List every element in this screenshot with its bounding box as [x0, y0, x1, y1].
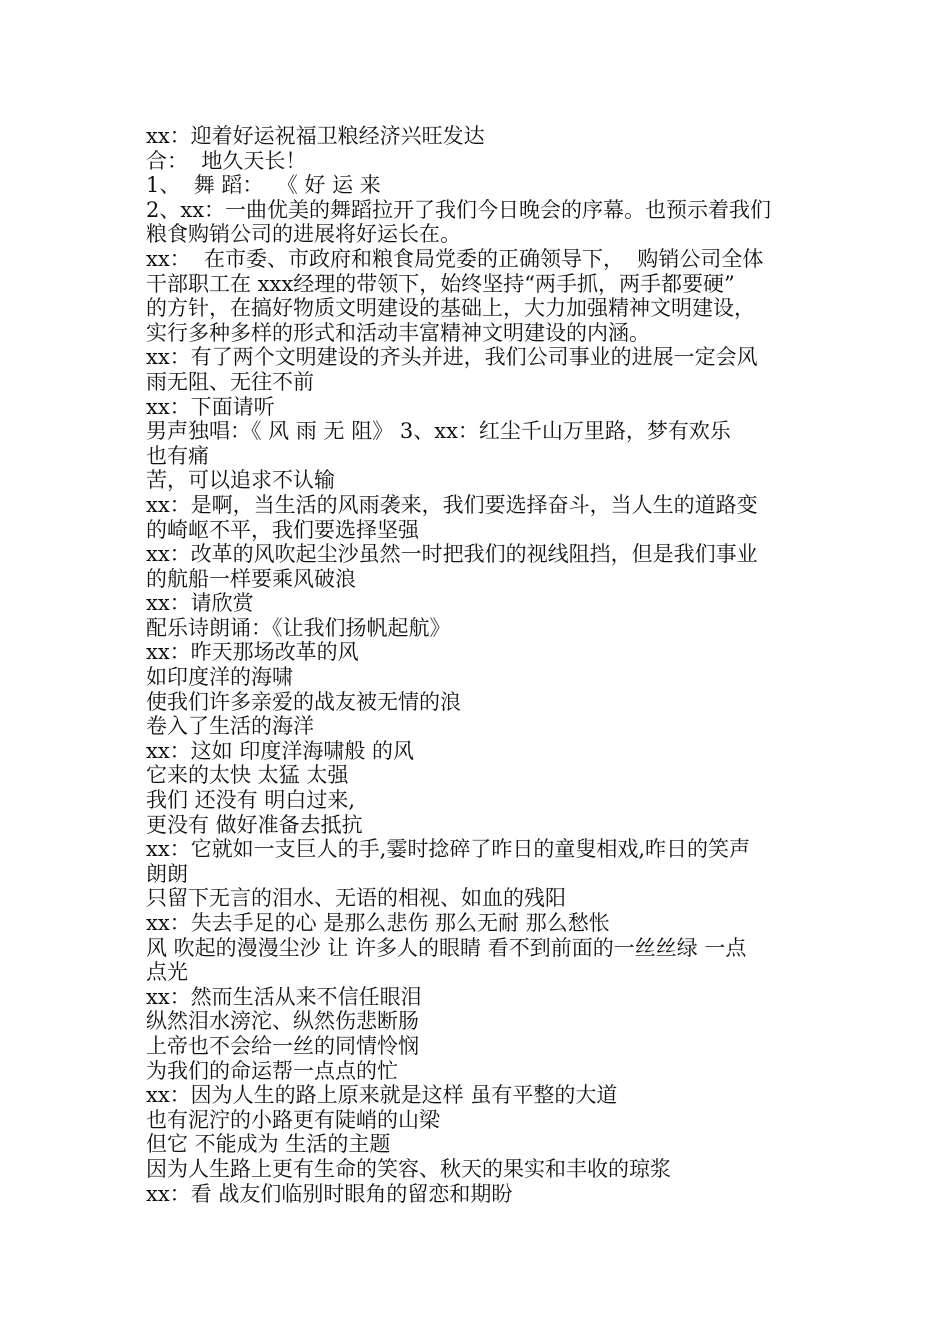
- text-line: 因为人生路上更有生命的笑容、秋天的果实和丰收的琼浆: [146, 1156, 671, 1181]
- text-line: xx：这如 印度洋海啸般 的风: [146, 738, 415, 763]
- text-line: 合： 地久天长！: [146, 148, 307, 173]
- text-line: xx：昨天那场改革的风: [146, 640, 359, 665]
- text-line: xx：改革的风吹起尘沙虽然一时把我们的视线阻挡，但是我们事业: [146, 542, 758, 567]
- text-line: 实行多种多样的形式和活动丰富精神文明建设的内涵。: [146, 320, 650, 345]
- text-line: 2、xx：一曲优美的舞蹈拉开了我们今日晚会的序幕。也预示着我们: [146, 197, 772, 222]
- text-line: xx：然而生活从来不信任眼泪: [146, 984, 422, 1009]
- text-line: 为我们的命运帮一点点的忙: [146, 1058, 398, 1083]
- text-line: 也有痛: [146, 443, 209, 468]
- text-line: 粮食购销公司的进展将好运长在。: [146, 222, 461, 247]
- text-line: 纵然泪水滂沱、纵然伤悲断肠: [146, 1009, 419, 1034]
- text-line: 使我们许多亲爱的战友被无情的浪: [146, 689, 461, 714]
- text-line: xx：它就如一支巨人的手,霎时捻碎了昨日的童叟相戏,昨日的笑声: [146, 837, 751, 862]
- text-line: xx：是啊，当生活的风雨袭来，我们要选择奋斗，当人生的道路变: [146, 492, 758, 517]
- text-line: xx：迎着好运祝福卫粮经济兴旺发达: [146, 124, 485, 148]
- text-line: 的方针，在搞好物质文明建设的基础上，大力加强精神文明建设，: [146, 296, 755, 321]
- text-line: 只留下无言的泪水、无语的相视、如血的残阳: [146, 886, 566, 911]
- text-line: 上帝也不会给一丝的同情怜悯: [146, 1033, 419, 1058]
- text-line: 也有泥泞的小路更有陡峭的山梁: [146, 1107, 440, 1132]
- text-line: xx：看 战友们临别时眼角的留恋和期盼: [146, 1181, 513, 1206]
- text-line: 卷入了生活的海洋: [146, 714, 314, 739]
- document-body: [146, 124, 816, 1206]
- text-line: 如印度洋的海啸: [146, 665, 293, 690]
- text-line: 的航船一样要乘风破浪: [146, 566, 356, 591]
- text-line: 我们 还没有 明白过来,: [146, 788, 356, 813]
- text-line: xx：有了两个文明建设的齐头并进，我们公司事业的进展一定会风: [146, 345, 758, 370]
- text-line: 但它 不能成为 生活的主题: [146, 1132, 391, 1157]
- text-line: 它来的太快 太猛 太强: [146, 763, 349, 788]
- text-line: xx：下面请听: [146, 394, 275, 419]
- text-line: 朗朗: [146, 861, 188, 886]
- text-line: 风 吹起的漫漫尘沙 让 许多人的眼睛 看不到前面的一丝丝绿 一点: [146, 935, 747, 960]
- text-line: xx：请欣赏: [146, 591, 254, 616]
- text-line: xx：失去手足的心 是那么悲伤 那么无耐 那么愁怅: [146, 911, 610, 935]
- text-line: 的崎岖不平，我们要选择坚强: [146, 517, 419, 542]
- text-line: xx： 在市委、市政府和粮食局党委的正确领导下， 购销公司全体: [146, 246, 764, 271]
- text-line: 苦，可以追求不认输: [146, 468, 335, 493]
- text-line: 雨无阻、无往不前: [146, 369, 314, 394]
- text-line: 点光: [146, 960, 188, 985]
- text-line: 男声独唱：《 风 雨 无 阻》 3、xx：红尘千山万里路，梦有欢乐: [146, 419, 731, 444]
- text-line: 更没有 做好准备去抵抗: [146, 812, 363, 837]
- text-line: 干部职工在 xxx经理的带领下，始终坚持“两手抓，两手都要硬”: [146, 271, 735, 296]
- text-line: 1、 舞 蹈： 《 好 运 来: [146, 173, 381, 198]
- text-line: 配乐诗朗诵：《让我们扬帆起航》: [146, 615, 451, 640]
- text-line: xx：因为人生的路上原来就是这样 虽有平整的大道: [146, 1083, 618, 1108]
